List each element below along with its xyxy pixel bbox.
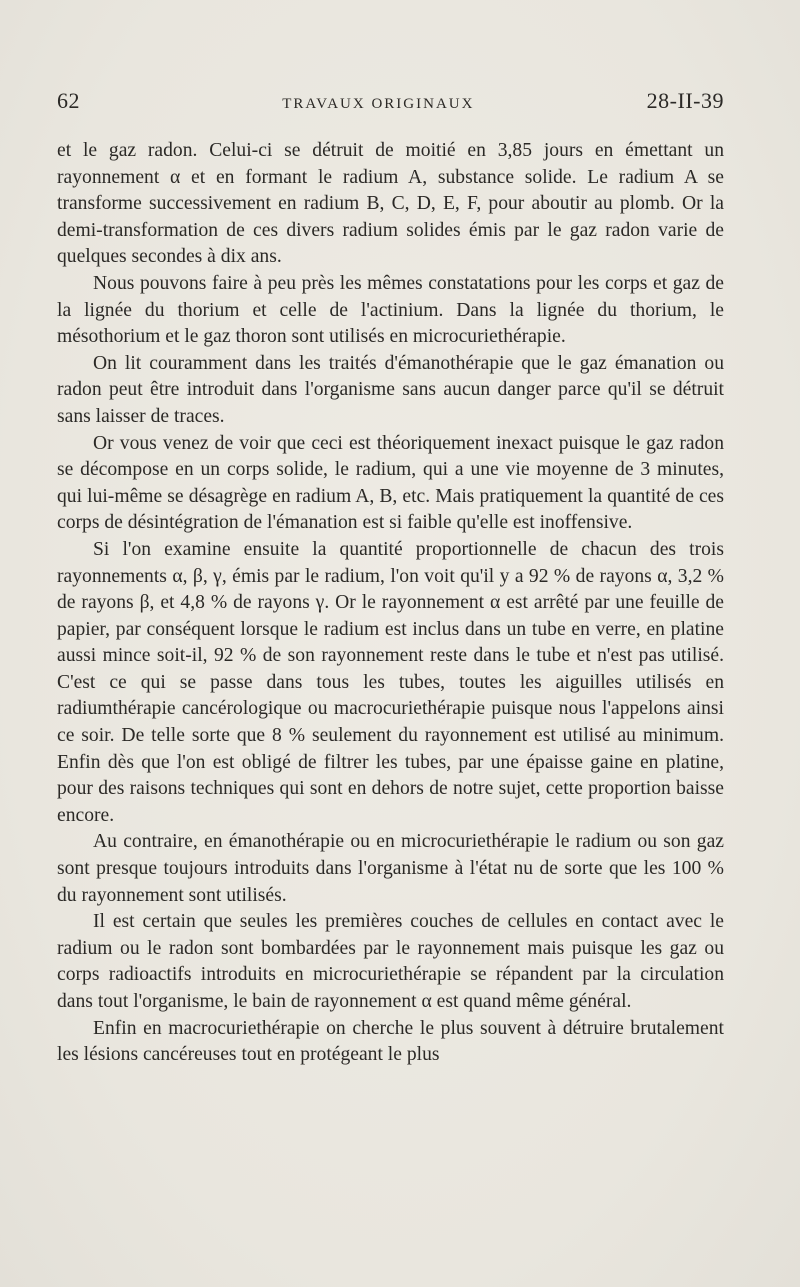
paragraph: Il est certain que seules les premières couches de cellules en contact avec le radium ou le radon sont bombardées par le rayonnement mais puisque les gaz ou corps radioactifs introduits en microcuriethérapie se répandent par la circulation dans tout l'organisme, le bain de rayonnement α est quand même général. bbox=[57, 911, 724, 1012]
paragraph-continuation: et le gaz radon. Celui-ci se détruit de moitié en 3,85 jours en émettant un rayonnement α et en formant le radium A, substance solide. Le radium A se transforme successivement en radium B, C, D, E, F, pour aboutir au plomb. Or la demi-transformation de ces divers radium solides émis par le gaz radon varie de quelques secondes à dix ans. bbox=[57, 140, 724, 268]
page-number: 62 bbox=[57, 88, 80, 113]
running-header bbox=[57, 88, 724, 118]
paragraph: Or vous venez de voir que ceci est théoriquement inexact puisque le gaz radon se décompose en un corps solide, le radium, qui a une vie moyenne de 3 minutes, qui lui-même se désagrège en radium A, B, etc. Mais pratiquement la quantité de ces corps de désintégration de l'émanation est si faible qu'elle est inoffensive. bbox=[57, 432, 724, 534]
paragraph: Enfin en macrocuriethérapie on cherche le plus souvent à détruire brutalement les lésions cancéreuses tout en protégeant le plus bbox=[57, 1017, 724, 1066]
paragraph: On lit couramment dans les traités d'émanothérapie que le gaz émanation ou radon peut être introduit dans l'organisme sans aucun danger parce qu'il se détruit sans laisser de traces. bbox=[57, 352, 724, 427]
issue-date: 28-II-39 bbox=[646, 88, 724, 113]
paragraph: Au contraire, en émanothérapie ou en microcuriethérapie le radium ou son gaz sont presque toujours introduits dans l'organisme à l'état nu de sorte que les 100 % du rayonnement sont utilisés. bbox=[57, 831, 724, 906]
paragraph: Nous pouvons faire à peu près les mêmes constatations pour les corps et gaz de la lignée du thorium et celle de l'actinium. Dans la lignée du thorium, le mésothorium et le gaz thoron sont utilisés en microcuriethérapie. bbox=[57, 272, 724, 348]
journal-section-title: TRAVAUX ORIGINAUX bbox=[282, 96, 475, 112]
paragraph: Si l'on examine ensuite la quantité proportionnelle de chacun des trois rayonnements α, β, γ, émis par le radium, l'on voit qu'il y a 92 % de rayons α, 3,2 % de rayons β, et 4,8 % de rayons γ. Or le rayonnement α est arrêté par une feuille de papier, par conséquent lorsque le radium est inclus dans un tube en verre, en platine aussi mince soit-il, 92 % de son rayonnement reste dans le tube et n'est pas utilisé. C'est ce qui se passe dans tous les tubes, toutes les aiguilles utilisés en radiumthérapie cancérologique ou macrocuriethérapie puisque nous l'appelons ainsi ce soir. De telle sorte que 8 % seulement du rayonnement est utilisé au minimum. Enfin dès que l'on est obligé de filtrer les tubes, par une épaisse gaine en platine, pour des raisons techniques qui sont en dehors de notre sujet, cette proportion baisse encore. bbox=[57, 538, 724, 826]
body-text bbox=[57, 138, 724, 1069]
